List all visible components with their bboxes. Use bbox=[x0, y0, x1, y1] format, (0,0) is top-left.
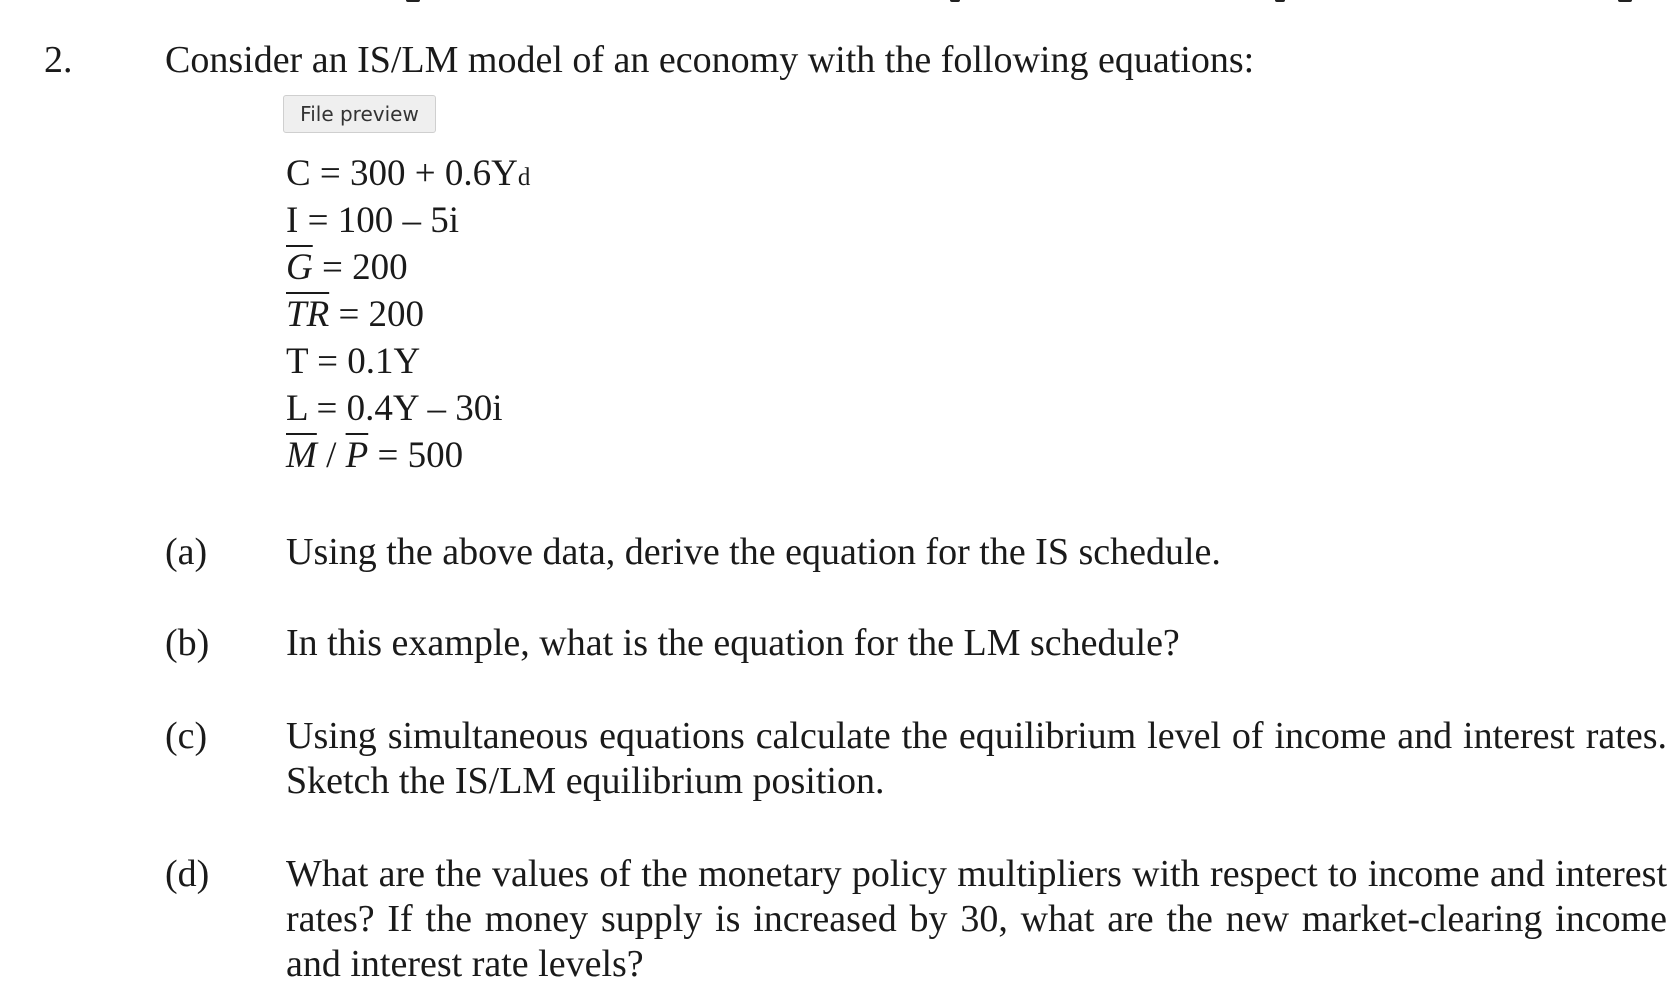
money-symbol: $\overline{M}$ bbox=[286, 435, 317, 476]
equation-taxes: T = 0.1Y bbox=[286, 341, 421, 382]
equation-government: $\overline{G} = 200$ bbox=[286, 247, 408, 288]
part-text: In this example, what is the equation for the LM schedule? bbox=[286, 622, 1180, 664]
clipped-previous-text bbox=[0, 0, 1680, 8]
disposable-subscript: d bbox=[517, 164, 531, 191]
part-text: Using simultaneous equations calculate the equilibrium level of income and interest rates. Sketch the IS/LM equilibrium position. bbox=[286, 715, 1667, 802]
equation-money-supply: $\overline{M} / \overline{P} = 500$ bbox=[286, 435, 464, 476]
question-number: 2. bbox=[44, 39, 73, 81]
government-symbol: $\overline{G}$ bbox=[286, 247, 313, 288]
equation-investment: I = 100 – 5i bbox=[286, 200, 459, 241]
equation-transfers: $\overline{TR} = 200$ bbox=[286, 294, 425, 335]
question-intro: Consider an IS/LM model of an economy with the following equations: bbox=[165, 39, 1255, 81]
equation-list bbox=[286, 150, 530, 479]
part-text: What are the values of the monetary policy multipliers with respect to income and interest rates? If the money supply is increased by 30, what are the new market-clearing income and interest rate levels? bbox=[286, 853, 1667, 985]
part-label: (d) bbox=[165, 853, 210, 895]
part-label: (a) bbox=[165, 531, 208, 573]
equation-money-demand: L = 0.4Y – 30i bbox=[286, 388, 503, 429]
price-symbol: $\overline{P}$ bbox=[345, 435, 369, 476]
file-preview-button[interactable]: File preview bbox=[283, 95, 436, 133]
transfers-symbol: $\overline{TR}$ bbox=[286, 294, 330, 335]
part-text: Using the above data, derive the equation for the IS schedule. bbox=[286, 531, 1221, 573]
part-label: (c) bbox=[165, 715, 208, 757]
equation-consumption: C = 300 + 0.6Yd bbox=[286, 153, 531, 194]
part-label: (b) bbox=[165, 622, 210, 664]
